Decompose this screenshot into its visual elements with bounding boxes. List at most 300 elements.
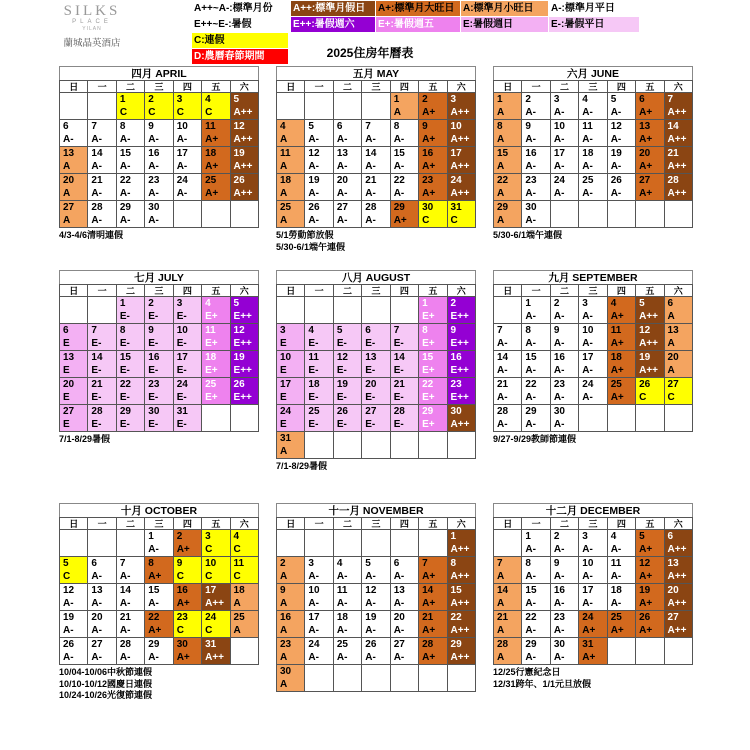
- day-rate: A-: [365, 598, 376, 609]
- holiday-note: 5/30-6/1端午連假: [276, 241, 346, 252]
- empty-cell: [202, 201, 230, 228]
- weekday-header: 五: [202, 81, 230, 93]
- day-number: 13: [393, 585, 405, 596]
- day-cell: [173, 378, 201, 405]
- empty-cell: [447, 432, 475, 459]
- empty-cell: [664, 638, 692, 665]
- day-number: 12: [63, 585, 75, 596]
- day-number: 14: [91, 352, 103, 363]
- day-cell: [636, 557, 664, 584]
- day-rate: A: [497, 134, 505, 145]
- empty-cell: [305, 432, 333, 459]
- day-number: 17: [176, 352, 188, 363]
- day-rate: E++: [233, 311, 252, 322]
- weekday-header: 二: [550, 285, 578, 297]
- day-cell: [664, 120, 692, 147]
- day-rate: A-: [91, 188, 102, 199]
- day-number: 23: [553, 612, 565, 623]
- weekday-header: 六: [447, 81, 475, 93]
- day-cell: [145, 611, 173, 638]
- empty-cell: [362, 432, 390, 459]
- day-number: 29: [497, 202, 509, 213]
- day-number: 3: [176, 94, 183, 105]
- day-number: 10: [450, 121, 462, 132]
- day-rate: A++: [233, 134, 253, 145]
- day-rate: A+: [610, 338, 624, 349]
- day-rate: C: [450, 215, 458, 226]
- day-rate: C: [422, 215, 430, 226]
- day-number: 14: [119, 585, 131, 596]
- day-cell: [145, 351, 173, 378]
- day-rate: A-: [393, 134, 405, 145]
- day-cell: [173, 120, 201, 147]
- day-number: 12: [365, 585, 377, 596]
- day-rate: E: [63, 419, 70, 430]
- day-cell: [230, 530, 258, 557]
- day-cell: [88, 557, 116, 584]
- day-cell: [60, 201, 88, 228]
- weekday-header: 一: [522, 518, 550, 530]
- day-rate: E-: [308, 365, 319, 376]
- day-number: 10: [553, 121, 565, 132]
- day-number: 26: [639, 379, 651, 390]
- day-cell: [494, 584, 522, 611]
- day-cell: [88, 378, 116, 405]
- legend-item: A-:標準月平日: [549, 1, 639, 16]
- day-cell: [333, 120, 361, 147]
- empty-cell: [664, 201, 692, 228]
- day-number: 22: [525, 379, 537, 390]
- day-number: 9: [148, 325, 154, 336]
- empty-cell: [419, 530, 447, 557]
- month-title: 十一月 NOVEMBER: [276, 503, 476, 517]
- day-number: 1: [450, 531, 457, 542]
- weekday-header: 一: [522, 285, 550, 297]
- day-number: 3: [205, 531, 211, 542]
- day-cell: [664, 93, 692, 120]
- holiday-note: 4/3-4/6清明連假: [59, 230, 124, 240]
- day-rate: A-: [610, 188, 622, 199]
- day-number: 26: [233, 175, 245, 186]
- day-rate: A++: [233, 161, 253, 172]
- day-cell: [419, 324, 447, 351]
- day-number: 2: [450, 298, 457, 309]
- day-cell: [494, 405, 522, 432]
- weekday-header: 六: [664, 285, 692, 297]
- day-number: 28: [119, 639, 131, 650]
- day-rate: A-: [119, 625, 131, 636]
- day-cell: [116, 201, 144, 228]
- empty-cell: [333, 530, 361, 557]
- day-number: 9: [176, 558, 183, 569]
- day-cell: [362, 201, 390, 228]
- day-rate: A-: [119, 188, 131, 199]
- day-number: 22: [148, 612, 160, 623]
- day-cell: [607, 174, 635, 201]
- day-cell: [522, 297, 550, 324]
- day-number: 2: [553, 298, 560, 309]
- month-grid: [59, 284, 259, 432]
- day-cell: [60, 405, 88, 432]
- day-cell: [419, 611, 447, 638]
- weekday-header: 四: [607, 518, 635, 530]
- day-cell: [550, 93, 578, 120]
- day-cell: [277, 351, 305, 378]
- day-number: 27: [365, 406, 377, 417]
- day-rate: A-: [525, 625, 536, 636]
- day-rate: C: [667, 392, 675, 403]
- weekday-header: 三: [145, 81, 173, 93]
- empty-cell: [362, 665, 390, 692]
- day-cell: [202, 120, 230, 147]
- day-rate: A: [497, 571, 505, 582]
- day-rate: A++: [233, 188, 253, 199]
- day-number: 2: [176, 531, 183, 542]
- day-number: 8: [119, 325, 126, 336]
- day-rate: A-: [525, 107, 536, 118]
- day-cell: [116, 351, 144, 378]
- day-cell: [579, 93, 607, 120]
- weekday-header: 二: [116, 81, 144, 93]
- day-rate: A-: [582, 365, 593, 376]
- day-rate: A+: [639, 598, 653, 609]
- empty-cell: [636, 405, 664, 432]
- day-rate: A+: [176, 598, 190, 609]
- day-cell: [579, 378, 607, 405]
- weekday-header: 二: [333, 518, 361, 530]
- day-rate: A++: [667, 134, 687, 145]
- day-number: 22: [119, 175, 131, 186]
- empty-cell: [390, 297, 418, 324]
- logo-brand-line2: PLACE: [72, 19, 112, 25]
- weekday-header: 三: [145, 285, 173, 297]
- day-number: 26: [308, 202, 320, 213]
- day-rate: A-: [148, 134, 159, 145]
- day-cell: [230, 93, 258, 120]
- day-rate: E: [63, 392, 70, 403]
- day-rate: A-: [553, 598, 565, 609]
- day-cell: [202, 611, 230, 638]
- page-title: 2025住房年曆表: [326, 46, 414, 60]
- day-number: 9: [525, 121, 531, 132]
- weekday-header: 五: [419, 518, 447, 530]
- day-number: 12: [308, 148, 320, 159]
- day-cell: [88, 120, 116, 147]
- day-number: 11: [233, 558, 245, 569]
- day-rate: A++: [450, 598, 470, 609]
- day-number: 2: [280, 558, 286, 569]
- day-rate: A++: [667, 571, 687, 582]
- day-cell: [494, 147, 522, 174]
- holiday-note: 10/10-10/12國慶日連假: [59, 678, 153, 689]
- day-cell: [664, 611, 692, 638]
- empty-cell: [173, 201, 201, 228]
- day-number: 15: [119, 352, 131, 363]
- day-number: 24: [176, 379, 188, 390]
- day-number: 6: [63, 121, 69, 132]
- day-cell: [579, 638, 607, 665]
- day-number: 15: [450, 585, 462, 596]
- day-rate: A++: [450, 625, 470, 636]
- day-cell: [173, 611, 201, 638]
- weekday-header: 五: [636, 518, 664, 530]
- weekday-header: 日: [60, 518, 88, 530]
- day-number: 25: [610, 379, 622, 390]
- month-notes: [59, 434, 259, 446]
- day-rate: A-: [610, 161, 622, 172]
- day-rate: A-: [610, 134, 622, 145]
- day-rate: A-: [91, 571, 102, 582]
- day-rate: A+: [422, 107, 436, 118]
- day-number: 31: [450, 202, 462, 213]
- weekday-header: 二: [550, 518, 578, 530]
- day-rate: E-: [148, 338, 159, 349]
- day-cell: [333, 147, 361, 174]
- day-rate: A-: [553, 571, 565, 582]
- day-rate: E+: [422, 338, 435, 349]
- day-number: 22: [497, 175, 509, 186]
- day-cell: [305, 351, 333, 378]
- day-number: 17: [205, 585, 217, 596]
- day-cell: [305, 201, 333, 228]
- day-number: 29: [422, 406, 434, 417]
- weekday-header: 日: [277, 518, 305, 530]
- day-rate: A+: [639, 625, 653, 636]
- day-number: 28: [422, 639, 434, 650]
- day-rate: A: [497, 625, 505, 636]
- day-cell: [664, 557, 692, 584]
- day-rate: E-: [393, 338, 404, 349]
- day-cell: [447, 93, 475, 120]
- weekday-header: 一: [305, 518, 333, 530]
- holiday-note: 10/24-10/26光復節連假: [59, 690, 153, 700]
- day-cell: [60, 378, 88, 405]
- day-cell: [173, 405, 201, 432]
- day-number: 21: [422, 612, 434, 623]
- day-number: 22: [450, 612, 462, 623]
- day-cell: [447, 611, 475, 638]
- weekday-header: 三: [579, 285, 607, 297]
- day-number: 6: [63, 325, 69, 336]
- day-cell: [173, 147, 201, 174]
- day-number: 16: [553, 352, 565, 363]
- day-cell: [145, 584, 173, 611]
- day-cell: [550, 297, 578, 324]
- day-number: 6: [639, 94, 645, 105]
- day-cell: [362, 405, 390, 432]
- day-cell: [60, 120, 88, 147]
- day-number: 1: [119, 94, 126, 105]
- day-cell: [607, 584, 635, 611]
- holiday-note: 10/04-10/06中秋節連假: [59, 667, 153, 677]
- day-rate: A-: [497, 419, 508, 430]
- logo-brand: SILKS: [63, 3, 121, 19]
- weekday-header: 二: [550, 81, 578, 93]
- day-cell: [550, 530, 578, 557]
- day-rate: A: [667, 311, 675, 322]
- day-number: 16: [280, 612, 292, 623]
- day-number: 30: [553, 406, 565, 417]
- day-number: 11: [610, 558, 622, 569]
- day-number: 13: [63, 148, 75, 159]
- day-rate: E++: [450, 365, 469, 376]
- day-cell: [419, 93, 447, 120]
- weekday-header: 四: [607, 81, 635, 93]
- day-number: 31: [582, 639, 594, 650]
- day-number: 16: [148, 352, 160, 363]
- day-cell: [145, 324, 173, 351]
- month-title: 八月 AUGUST: [276, 270, 476, 284]
- day-cell: [579, 324, 607, 351]
- day-number: 15: [497, 148, 509, 159]
- day-rate: C: [639, 392, 647, 403]
- day-rate: A: [63, 161, 71, 172]
- day-rate: E++: [450, 338, 469, 349]
- day-cell: [116, 405, 144, 432]
- day-rate: A++: [450, 188, 470, 199]
- day-rate: A: [63, 188, 71, 199]
- empty-cell: [333, 297, 361, 324]
- day-cell: [447, 297, 475, 324]
- day-rate: A-: [497, 392, 508, 403]
- weekday-header: 一: [522, 81, 550, 93]
- day-cell: [88, 584, 116, 611]
- day-cell: [230, 120, 258, 147]
- day-cell: [494, 174, 522, 201]
- day-rate: E-: [336, 365, 347, 376]
- day-number: 9: [280, 585, 286, 596]
- day-cell: [277, 584, 305, 611]
- day-rate: A: [280, 598, 288, 609]
- day-number: 17: [582, 352, 594, 363]
- month-title: 十月 OCTOBER: [59, 503, 259, 517]
- day-cell: [419, 378, 447, 405]
- day-number: 19: [639, 585, 651, 596]
- day-number: 28: [497, 639, 509, 650]
- day-number: 31: [205, 639, 217, 650]
- day-rate: A++: [667, 625, 687, 636]
- day-cell: [116, 638, 144, 665]
- day-rate: E-: [365, 338, 376, 349]
- day-cell: [607, 530, 635, 557]
- day-number: 8: [119, 121, 126, 132]
- day-cell: [173, 297, 201, 324]
- weekday-header: 日: [277, 81, 305, 93]
- day-rate: A-: [176, 188, 188, 199]
- day-number: 14: [497, 585, 509, 596]
- empty-cell: [607, 201, 635, 228]
- day-rate: C: [176, 625, 184, 636]
- empty-cell: [305, 93, 333, 120]
- day-cell: [277, 378, 305, 405]
- day-number: 27: [393, 639, 405, 650]
- day-cell: [60, 147, 88, 174]
- day-rate: A-: [393, 598, 405, 609]
- day-rate: A++: [233, 107, 253, 118]
- day-number: 26: [639, 612, 651, 623]
- day-rate: A-: [148, 544, 159, 555]
- day-rate: A: [497, 215, 505, 226]
- day-rate: A-: [553, 188, 565, 199]
- day-rate: A-: [525, 134, 536, 145]
- day-rate: A-: [63, 134, 74, 145]
- day-number: 24: [280, 406, 292, 417]
- month-grid: [276, 284, 476, 459]
- day-number: 20: [639, 148, 651, 159]
- weekday-header: 二: [116, 285, 144, 297]
- day-number: 30: [422, 202, 434, 213]
- day-rate: E-: [365, 392, 376, 403]
- weekday-header: 二: [116, 518, 144, 530]
- month-block: [493, 503, 693, 690]
- day-number: 26: [336, 406, 348, 417]
- day-cell: [230, 324, 258, 351]
- day-number: 7: [497, 558, 503, 569]
- day-cell: [277, 174, 305, 201]
- day-rate: A+: [639, 107, 653, 118]
- day-number: 29: [393, 202, 405, 213]
- day-cell: [202, 93, 230, 120]
- day-rate: A+: [422, 625, 436, 636]
- day-cell: [116, 324, 144, 351]
- weekday-header: 二: [333, 81, 361, 93]
- day-rate: C: [63, 571, 71, 582]
- day-cell: [607, 611, 635, 638]
- day-rate: A: [63, 215, 71, 226]
- day-rate: A+: [582, 625, 596, 636]
- empty-cell: [88, 93, 116, 120]
- day-rate: A-: [497, 365, 508, 376]
- day-number: 12: [610, 121, 622, 132]
- day-number: 6: [336, 121, 343, 132]
- day-rate: E-: [119, 392, 130, 403]
- day-cell: [550, 405, 578, 432]
- day-number: 21: [91, 379, 103, 390]
- day-number: 5: [63, 558, 69, 569]
- day-number: 31: [176, 406, 188, 417]
- day-cell: [550, 120, 578, 147]
- weekday-header: 六: [230, 518, 258, 530]
- day-number: 8: [450, 558, 457, 569]
- day-rate: E-: [119, 338, 130, 349]
- day-rate: A-: [91, 215, 102, 226]
- day-rate: A-: [525, 571, 536, 582]
- day-cell: [522, 378, 550, 405]
- day-number: 25: [308, 406, 320, 417]
- day-number: 30: [148, 406, 160, 417]
- day-cell: [202, 584, 230, 611]
- day-rate: E+: [205, 311, 218, 322]
- day-rate: E++: [233, 338, 252, 349]
- day-rate: A+: [639, 188, 653, 199]
- day-number: 23: [148, 379, 160, 390]
- day-cell: [579, 557, 607, 584]
- day-rate: A: [497, 598, 505, 609]
- day-rate: E-: [365, 419, 376, 430]
- day-cell: [636, 351, 664, 378]
- day-number: 5: [233, 94, 240, 105]
- day-cell: [607, 147, 635, 174]
- weekday-header: 日: [494, 518, 522, 530]
- day-number: 7: [91, 325, 97, 336]
- day-cell: [277, 638, 305, 665]
- month-title: 九月 SEPTEMBER: [493, 270, 693, 284]
- day-number: 2: [148, 298, 154, 309]
- weekday-header: 一: [88, 81, 116, 93]
- day-rate: A-: [525, 652, 536, 663]
- day-number: 8: [393, 121, 400, 132]
- day-number: 21: [497, 612, 509, 623]
